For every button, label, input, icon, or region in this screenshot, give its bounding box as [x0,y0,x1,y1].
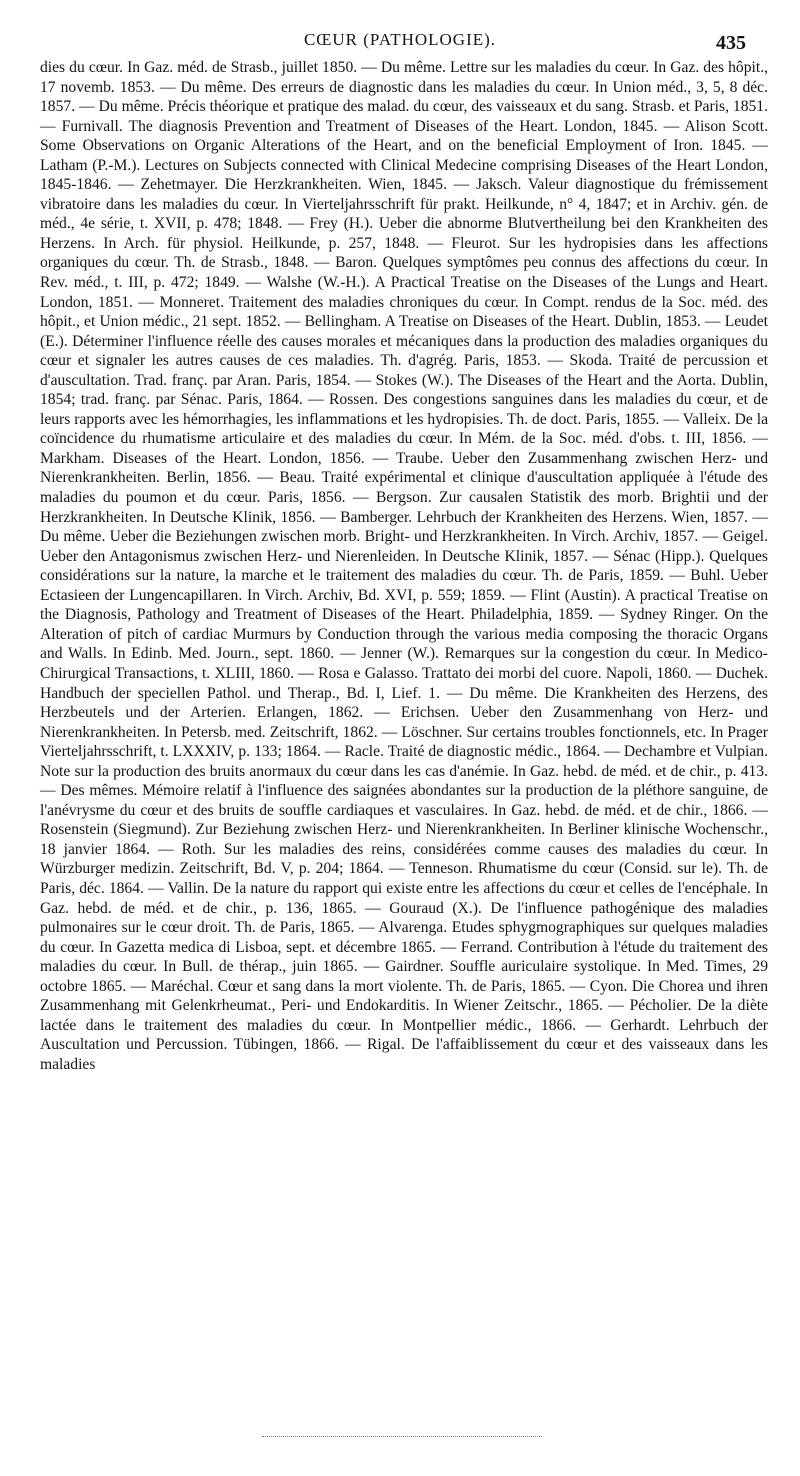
running-title: CŒUR (PATHOLOGIE). [303,30,497,49]
running-header [40,30,760,58]
bibliography-text: dies du cœur. In Gaz. méd. de Strasb., juillet 1850. — Du même. Lettre sur les maladies du cœur. In Gaz. des hôpit., 17 novemb. 1853. — Du même. Des erreurs de diagnostic dans les maladies du cœur. In Union méd., 3, 5, 8 déc. 1857. — Du même. Précis théorique et pratique des malad. du cœur, des vaisseaux et du sang. Strasb. et Paris, 1851. — Furnivall. The diagnosis Prevention and Treatment of Diseases of the Heart. London, 1845. — Alison Scott. Some Observations on Organic Alterations of the Heart, and on the beneficial Employment of Iron. 1845. — Latham (P.-M.). Lectures on Subjects connected with Clinical Medecine comprising Diseases of the Heart London, 1845-1846. — Zehetmayer. Die Herzkrankheiten. Wien, 1845. — Jaksch. Valeur diagnostique du frémissement vibratoire dans les maladies du cœur. In Vierteljahrsschrift für prakt. Heilkunde, n° 4, 1847; et in Archiv. gén. de méd., 4e série, t. XVII, p. 478; 1848. — Frey (H.). Ueber die abnorme Blutvertheilung bei den Krankheiten des Herzens. In Arch. für physiol. Heilkunde, p. 257, 1848. — Fleurot. Sur les hydropisies dans les affections organiques du cœur. Th. de Strasb., 1848. — Baron. Quelques symptômes peu connus des affections du cœur. In Rev. méd., t. III, p. 472; 1849. — Walshe (W.-H.). A Practical Treatise on the Diseases of the Lungs and Heart. London, 1851. — Monneret. Traitement des maladies chroniques du cœur. In Compt. rendus de la Soc. méd. des hôpit., et Union médic., 21 sept. 1852. — Bellingham. A Treatise on Diseases of the Heart. Dublin, 1853. — Leudet (E.). Déterminer l'influence réelle des causes morales et mécaniques dans la production des maladies organiques du cœur et signaler les autres causes de ces maladies. Th. d'agrég. Paris, 1853. — Skoda. Traité de percussion et d'auscultation. Trad. franç. par Aran. Paris, 1854. — Stokes (W.). The Diseases of the Heart and the Aorta. Dublin, 1854; trad. franç. par Sénac. Paris, 1864. — Rossen. Des congestions sanguines dans les maladies du cœur, et de leurs rapports avec les hémorrhagies, les inflammations et les hydropisies. Th. de doct. Paris, 1855. — Valleix. De la coïncidence du rhumatisme articulaire et des maladies du cœur. In Mém. de la Soc. méd. d'obs. t. III, 1856. — Markham. Diseases of the Heart. London, 1856. — Traube. Ueber den Zusammenhang zwischen Herz- und Nierenkrankheiten. Berlin, 1856. — Beau. Traité expérimental et clinique d'auscultation appliquée à l'étude des maladies du poumon et du cœur. Paris, 1856. — Bergson. Zur causalen Statistik des morb. Brightii und der Herzkrankheiten. In Deutsche Klinik, 1856. — Bamberger. Lehrbuch der Krankheiten des Herzens. Wien, 1857. — Du même. Ueber die Beziehungen zwischen morb. Bright- und Herzkrankheiten. In Virch. Archiv, 1857. — Geigel. Ueber den Antagonismus zwischen Herz- und Nierenleiden. In Deutsche Klinik, 1857. — Sénac (Hipp.). Quelques considérations sur la nature, la marche et le traitement des maladies du cœur. Th. de Paris, 1859. — Buhl. Ueber Ectasieen der Lungencapillaren. In Virch. Archiv, Bd. XVI, p. 559; 1859. — Flint (Austin). A practical Treatise on the Diagnosis, Pathology and Treatment of Diseases of the Heart. Philadelphia, 1859. — Sydney Ringer. On the Alteration of pitch of cardiac Murmurs by Conduction through the various media composing the thoracic Organs and Walls. In Edinb. Med. Journ., sept. 1860. — Jenner (W.). Remarques sur la congestion du cœur. In Medico-Chirurgical Transactions, t. XLIII, 1860. — Rosa e Galasso. Trattato dei morbi del cuore. Napoli, 1860. — Duchek. Handbuch der speciellen Pathol. und Therap., Bd. I, Lief. 1. — Du même. Die Krankheiten des Herzens, des Herzbeutels und der Arterien. Erlangen, 1862. — Erichsen. Ueber den Zusammenhang von Herz- und Nierenkrankheiten. In Petersb. med. Zeitschrift, 1862. — Löschner. Sur certains troubles fonctionnels, etc. In Prager Vierteljahrsschrift, t. LXXXIV, p. 133; 1864. — Racle. Traité de diagnostic médic., 1864. — Dechambre et Vulpian. Note sur la production des bruits anormaux du cœur dans les cas d'anémie. In Gaz. hebd. de méd. et de chir., p. 413. — Des mêmes. Mémoire relatif à l'influence des saignées abondantes sur la production de la pléthore sanguine, de l'anévrysme du cœur et des bruits de souffle cardiaques et vasculaires. In Gaz. hebd. de méd. et de chir., 1866. — Rosenstein (Siegmund). Zur Beziehung zwischen Herz- und Nierenkrankheiten. In Berliner klinische Wochenschr., 18 janvier 1864. — Roth. Sur les maladies des reins, considérées comme causes des maladies du cœur. In Würzburger medizin. Zeitschrift, Bd. V, p. 204; 1864. — Tenneson. Rhumatisme du cœur (Consid. sur le). Th. de Paris, déc. 1864. — Vallin. De la nature du rapport qui existe entre les affections du cœur et celles de l'encéphale. In Gaz. hebd. de méd. et de chir., p. 136, 1865. — Gouraud (X.). De l'influence pathogénique des maladies pulmonaires sur le cœur droit. Th. de Paris, 1865. — Alvarenga. Etudes sphygmographiques sur quelques maladies du cœur. In Gazetta medica di Lisboa, sept. et décembre 1865. — Ferrand. Contribution à l'étude du traitement des maladies du cœur. In Bull. de thérap., juin 1865. — Gairdner. Souffle auriculaire systolique. In Med. Times, 29 octobre 1865. — Maréchal. Cœur et sang dans la mort violente. Th. de Paris, 1865. — Cyon. Die Chorea und ihren Zusammenhang mit Gelenkrheumat., Peri- und Endokarditis. In Wiener Zeitschr., 1865. — Pécholier. De la diète lactée dans le traitement des maladies du cœur. In Montpellier médic., 1866. — Gerhardt. Lehrbuch der Auscultation und Percussion. Tübingen, 1866. — Rigal. De l'affaiblissement du cœur et des vaisseaux dans les maladies [40,59,768,1073]
footer-divider [262,1436,542,1437]
page-number: 435 [716,32,746,54]
